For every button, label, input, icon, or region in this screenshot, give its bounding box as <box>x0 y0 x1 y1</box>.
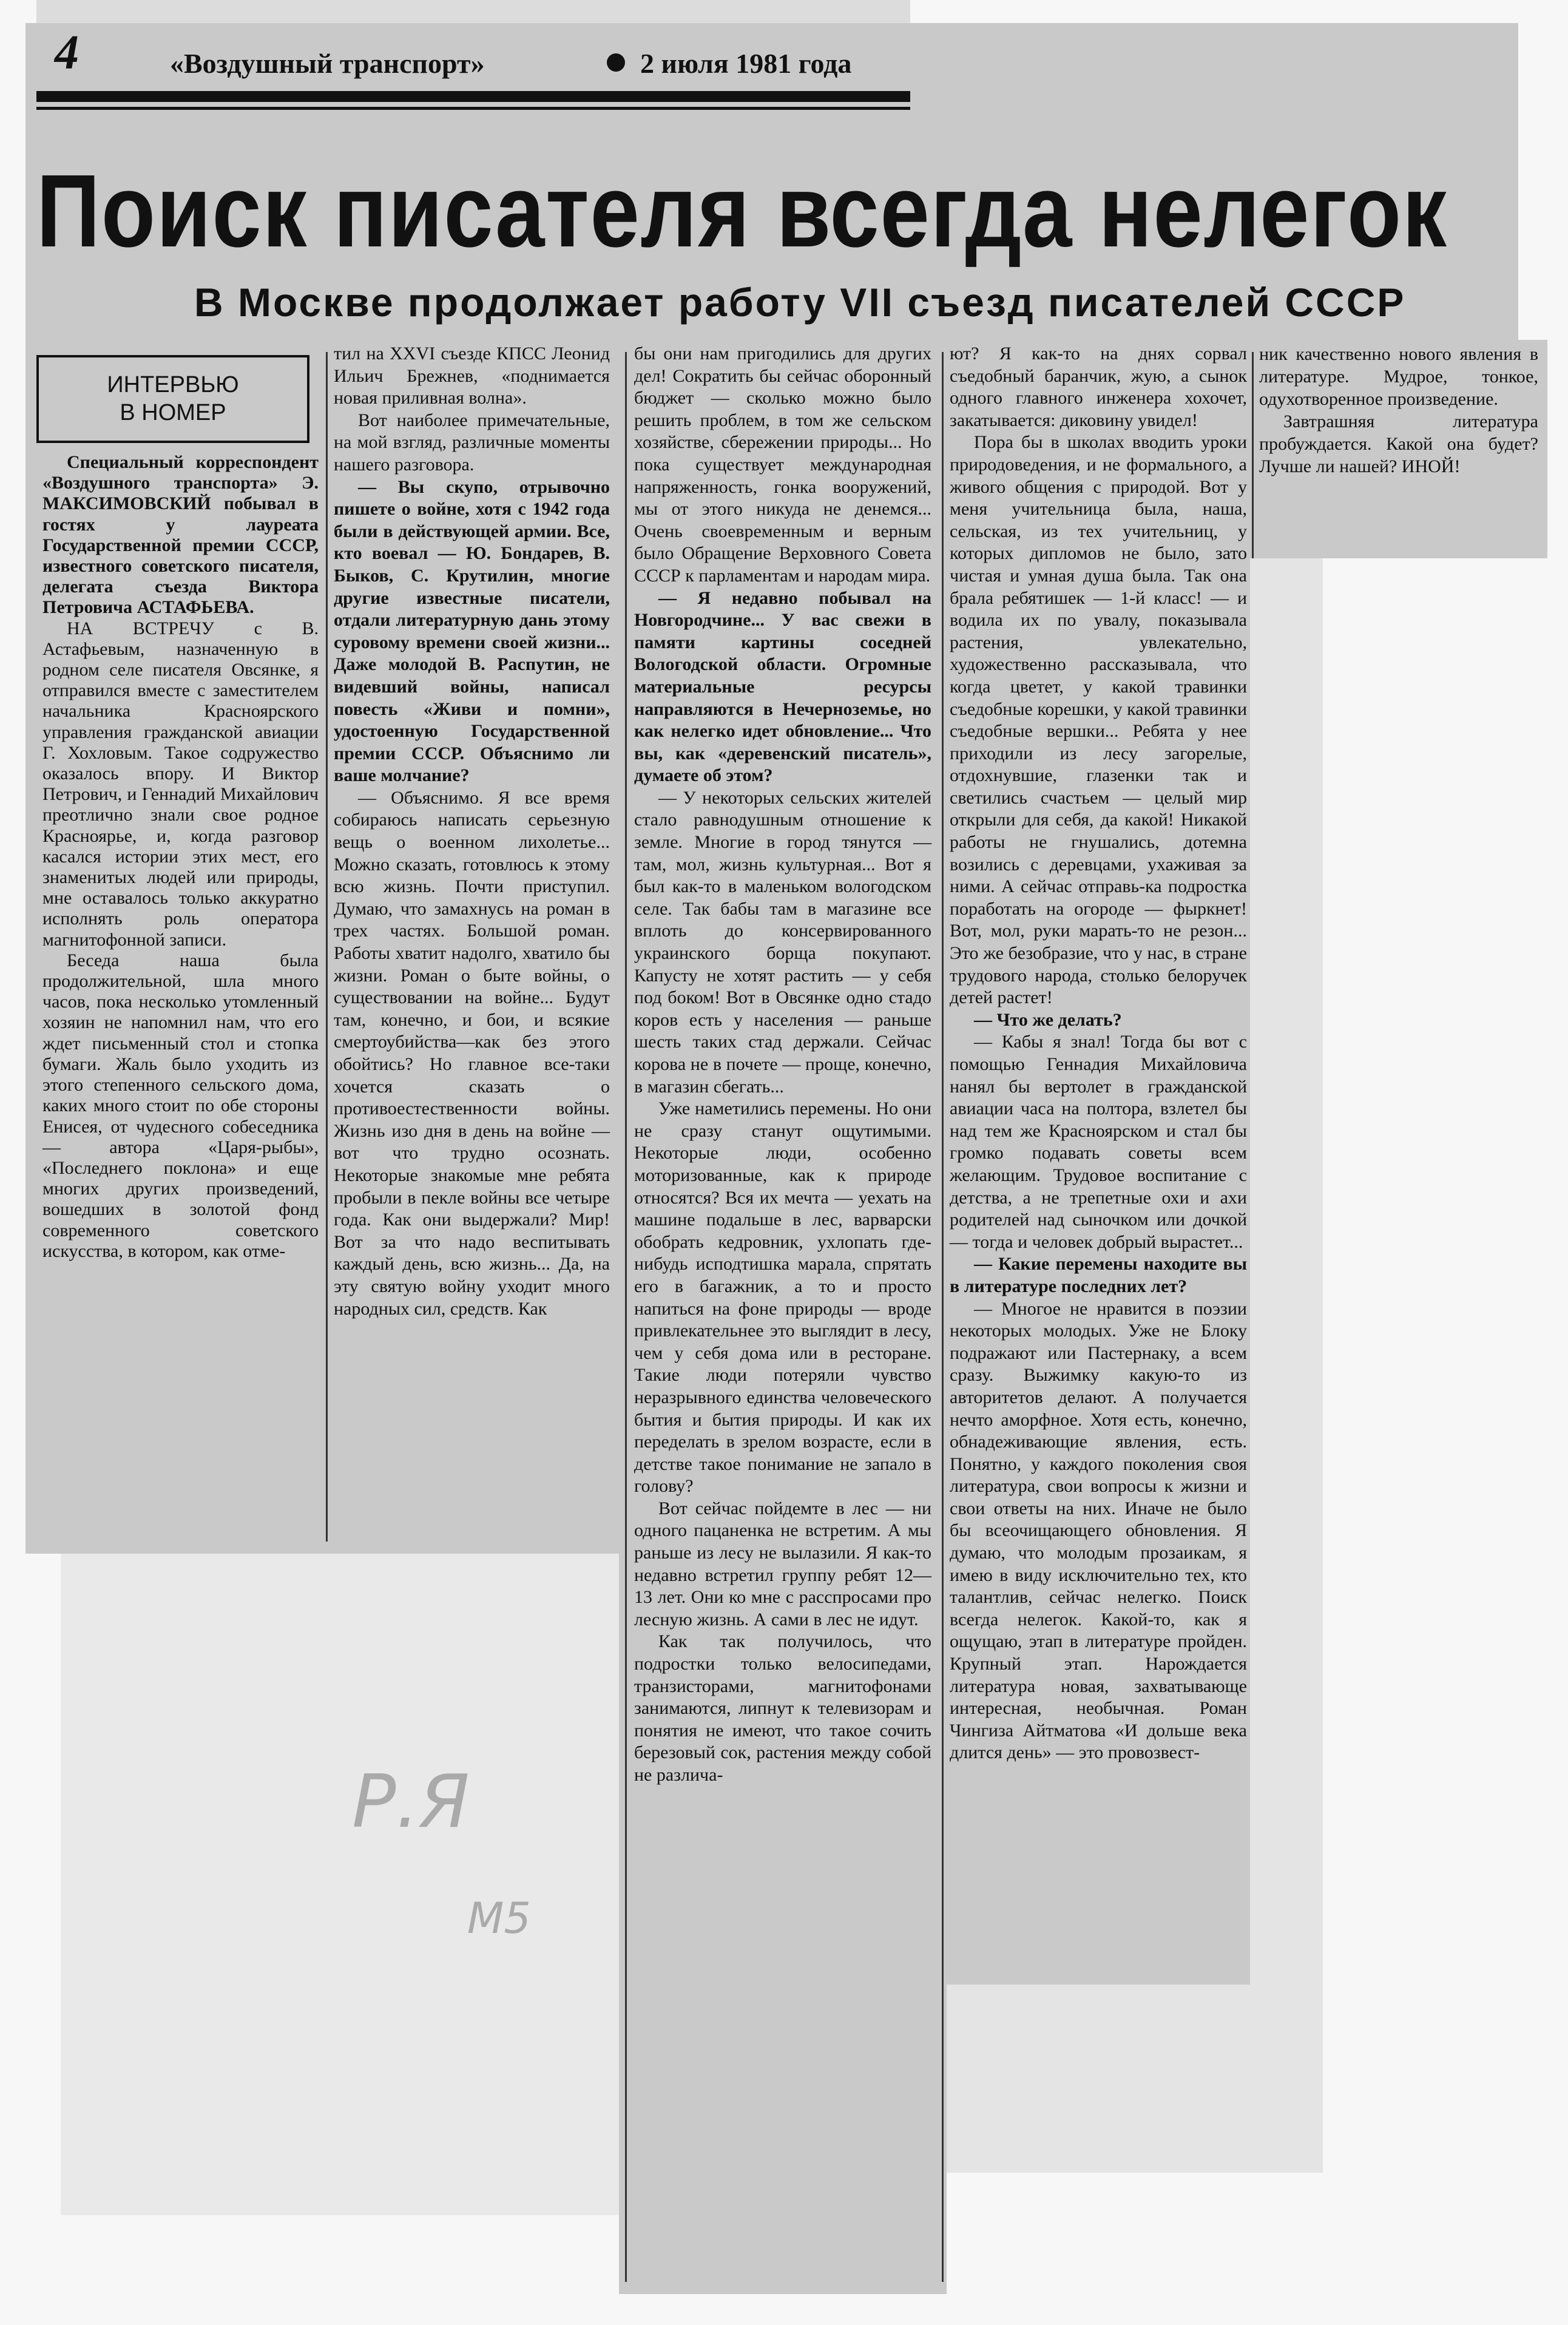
column-divider <box>942 352 944 2282</box>
bullet-icon <box>607 53 625 72</box>
paper-sheet-lower <box>61 1554 619 2215</box>
headline: Поиск писателя всегда нелегок <box>36 154 1448 269</box>
body-paragraph: Уже наметились перемены. Но они не сразу станут ощутимыми. Некоторые люди, особенно моторизованные, как к природе относятся? Вся их мечта — уехать на машине подальше в лес, варварски обобрать кедровник, ухлопать где-нибудь исподтишка марала, спрятать его в багажник, а то и просто напиться на фоне природы — вроде привлекательнее это выглядит в лесу, чем у себя дома или в ресторане. Такие люди потеряли чувство неразрывного единства человеческого бытия и бытия природы. И как их переделать в зрелом возрасте, если в детстве такое понимание не запало в голову? <box>634 1098 931 1497</box>
publication-name: «Воздушный транспорт» <box>170 48 485 79</box>
column-divider <box>326 352 328 1542</box>
issue-date: 2 июля 1981 года <box>640 48 852 79</box>
question-paragraph: — Я недавно побывал на Новгородчине... У вас свежи в памяти картины соседней Вологодской области. Огромные материальные ресурсы направляются в Нечерноземье, но как нелегко идет обновление... Что вы, как «деревенский писатель», думаете об этом? <box>634 587 931 786</box>
body-paragraph: — Кабы я знал! Тогда бы вот с помощью Геннадия Михайловича нанял бы вертолет в гражданской авиации часа на полтора, взлетел бы над тем же Красноярском и стал бы громко подавать советы всем желающим. Трудовое воспитание с детства, а не трепетные охи и ахи родителей над сыночком или дочкой — тогда и человек добрый вырастет... <box>950 1032 1247 1252</box>
rubric-box <box>36 355 309 443</box>
rubric-line-1: ИНТЕРВЬЮ <box>107 372 239 398</box>
article-column-5 <box>1259 343 1538 478</box>
body-paragraph: — Многое не нравится в поэзии некоторых молодых. Уже не Блоку подражают или Пастернаку, а всем сразу. Выжимку какую-то из авторитетов делают. А получается нечто аморфное. Хотя есть, конечно, обнадеживающие явления, есть. Понятно, у каждого поколения своя литература, свои вопросы к жизни и свои ответы на них. Иначе не было бы всеочищающего обновления. Я думаю, что молодым прозаикам, я имею в виду исключительно тех, кто талантлив, сейчас нелегко. Поиск всегда нелегок. Какой-то, как я ощущаю, этап в литературе пройден. Крупный этап. Нарождается литература новая, захватывающе интересная, необычная. Роман Чингиза Айтматова «И дольше века длится день» — это провозвест- <box>950 1298 1247 1763</box>
body-paragraph: — Объяснимо. Я все время собираюсь написать серьезную вещь о военном лихолетье... Можно сказать, готовлюсь к этому всю жизнь. Почти приступил. Думаю, что замахнусь на роман в трех частях. Большой роман. Работы хватит надолго, хватило бы жизни. Роман о быте войны, о существовании на войне... Будут там, конечно, и бои, и всякие смертоубийства—как без этого обойтись? Но главное все-таки хочется сказать о противоестественности войны. Жизнь изо дня в день на войне — вот что трудно осознать. Некоторые знакомые мне ребята пробыли в пекле войны все четыре года. Как они выдержали? Мир! Вот за что надо веспитывать каждый день, всю жизнь... Да, на эту святую войну уходит много народных сил, средств. Как <box>334 787 610 1319</box>
body-paragraph: ник качественно нового явления в литературе. Мудрое, тонкое, одухотворенное произведение. <box>1259 344 1538 409</box>
article-column-1 <box>42 452 319 1262</box>
body-paragraph: тил на XXVI съезде КПСС Леонид Ильич Брежнев, «поднимается новая приливная волна». <box>334 344 610 408</box>
body-paragraph: Завтрашняя литература пробуждается. Какой она будет? Лучше ли нашей? ИНОЙ! <box>1259 411 1538 476</box>
question-paragraph: — Вы скупо, отрывочно пишете о войне, хотя с 1942 года были в действующей армии. Все, кто воевал — Ю. Бондарев, В. Быков, С. Крутилин, многие другие известные писатели, отдали литературную дань этому суровому времени своей жизни... Даже молодой В. Распутин, не видевший войны, написал повесть «Живи и помни», удостоенную Государственной премии СССР. Объяснимо ли ваше молчание? <box>334 476 610 786</box>
rubric-line-2: В НОМЕР <box>120 400 226 425</box>
body-paragraph: Вот наиболее примечательные, на мой взгляд, различные моменты нашего разговора. <box>334 410 610 475</box>
masthead-rule <box>36 91 910 102</box>
column-divider <box>1252 352 1254 558</box>
pencil-mark: М5 <box>467 1894 531 1943</box>
column-divider <box>625 352 627 2282</box>
body-paragraph: НА ВСТРЕЧУ с В. Астафьевым, назначенную в родном селе писателя Овсянке, я отправился вместе с заместителем начальника Красноярского управления гражданской авиации Г. Хохловым. Такое содружество оказалось впору. И Виктор Петрович, и Геннадий Михайлович преотлично знали свое родное Красноярье, и, когда разговор касался истории этих мест, его знаменитых людей или природы, мне оставалось только аккуратно исполнять роль оператора магнитофонной записи. <box>42 618 319 950</box>
question-paragraph: — Какие перемены находите вы в литературе последних лет? <box>950 1254 1247 1296</box>
body-paragraph: Пора бы в школах вводить уроки природоведения, и не формального, а живого общения с природой. Вот у меня учительница была, наша, сельская, из тех учительниц, у которых дипломов не было, зато чистая и умная душа была. Так она брала ребятишек — 1-й класс! — и водила их по увалу, показывала растения, увлекательно, художественно рассказывала, что когда цветет, у какой травинки съедобные корешки, у какой травинки съедобные вершки... Ребята у нее приходили из лесу загорелые, отдохнувшие, глазенки так и светились счастьем — целый мир открыли для себя, да какой! Никакой работы не гнушались, дотемна возились с деревцами, ухаживая за ними. А сейчас отправь-ка подростка поработать на огороде — фыркнет! Вот, мол, руки марать-то не резон... Это же безобразие, что у нас, в стране трудового народа, столько белоручек детей растет! <box>950 432 1247 1008</box>
article-column-3 <box>634 343 931 1787</box>
intro-paragraph: Специальный корреспондент «Воздушного транспорта» Э. МАКСИМОВСКИЙ побывал в гостях у лауреата Государственной премии СССР, известного советского писателя, делегата съезда Виктора Петровича АСТАФЬЕВА. <box>42 452 319 618</box>
body-paragraph: Как так получилось, что подростки только велосипедами, транзисторами, магнитофонами занимаются, липнут к телевизорам и понятия не имеют, что такое сочить березовый сок, растения между собой не различа- <box>634 1631 931 1785</box>
question-paragraph: — Что же делать? <box>974 1009 1122 1030</box>
article-column-4 <box>950 343 1247 1764</box>
body-paragraph: Вот сейчас пойдемте в лес — ни одного пацаненка не встретим. А мы раньше из лесу не вылазили. Я как-то недавно встретил группу ребят 12—13 лет. Они ко мне с расспросами про лесную жизнь. А сами в лес не идут. <box>634 1498 931 1630</box>
masthead-rule-thin <box>36 107 910 110</box>
body-paragraph: — У некоторых сельских жителей стало равнодушным отношение к земле. Многие в город тянутся — там, мол, жизнь культурная... Вот я был как-то в маленьком вологодском селе. Так бабы там в магазине все вплоть до консервированного украинского борща покупают. Капусту не хотят растить — у себя под боком! Вот в Овсянке одно стадо коров есть у населения — раньше шесть таких стад держали. Сейчас корова не в почете — проще, конечно, в магазин сбегать... <box>634 787 931 1097</box>
article-column-2 <box>334 343 610 1320</box>
subheadline: В Москве продолжает работу VII съезд писателей СССР <box>194 280 1406 325</box>
body-paragraph: ют? Я как-то на днях сорвал съедобный баранчик, жую, а сынок одного главного инженера хохочет, закатывается: диковину увидел! <box>950 344 1247 430</box>
pencil-mark: Р.Я <box>352 1760 470 1844</box>
body-paragraph: бы они нам пригодились для других дел! Сократить бы сейчас оборонный бюджет — сколько можно было решить проблем, в том же сельском хозяйстве, сбережении природы... Но пока существует международная напряженность, гонка вооружений, мы от этого никуда не денемся... Очень своевременным и верным было Обращение Верховного Совета СССР к парламентам и народам мира. <box>634 344 931 586</box>
body-paragraph: Беседа наша была продолжительной, шла много часов, пока несколько утомленный хозяин не напомнил нам, что его ждет письменный стол и стопка бумаги. Жаль было уходить из этого степенного сельского дома, каких много стоит по обе стороны Енисея, от чудесного собеседника — автора «Царя-рыбы», «Последнего поклона» и еще многих других произведений, вошедших в золотой фонд современного советского искусства, в котором, как отме- <box>42 950 319 1261</box>
masthead <box>36 18 898 85</box>
page-number: 4 <box>55 26 79 80</box>
